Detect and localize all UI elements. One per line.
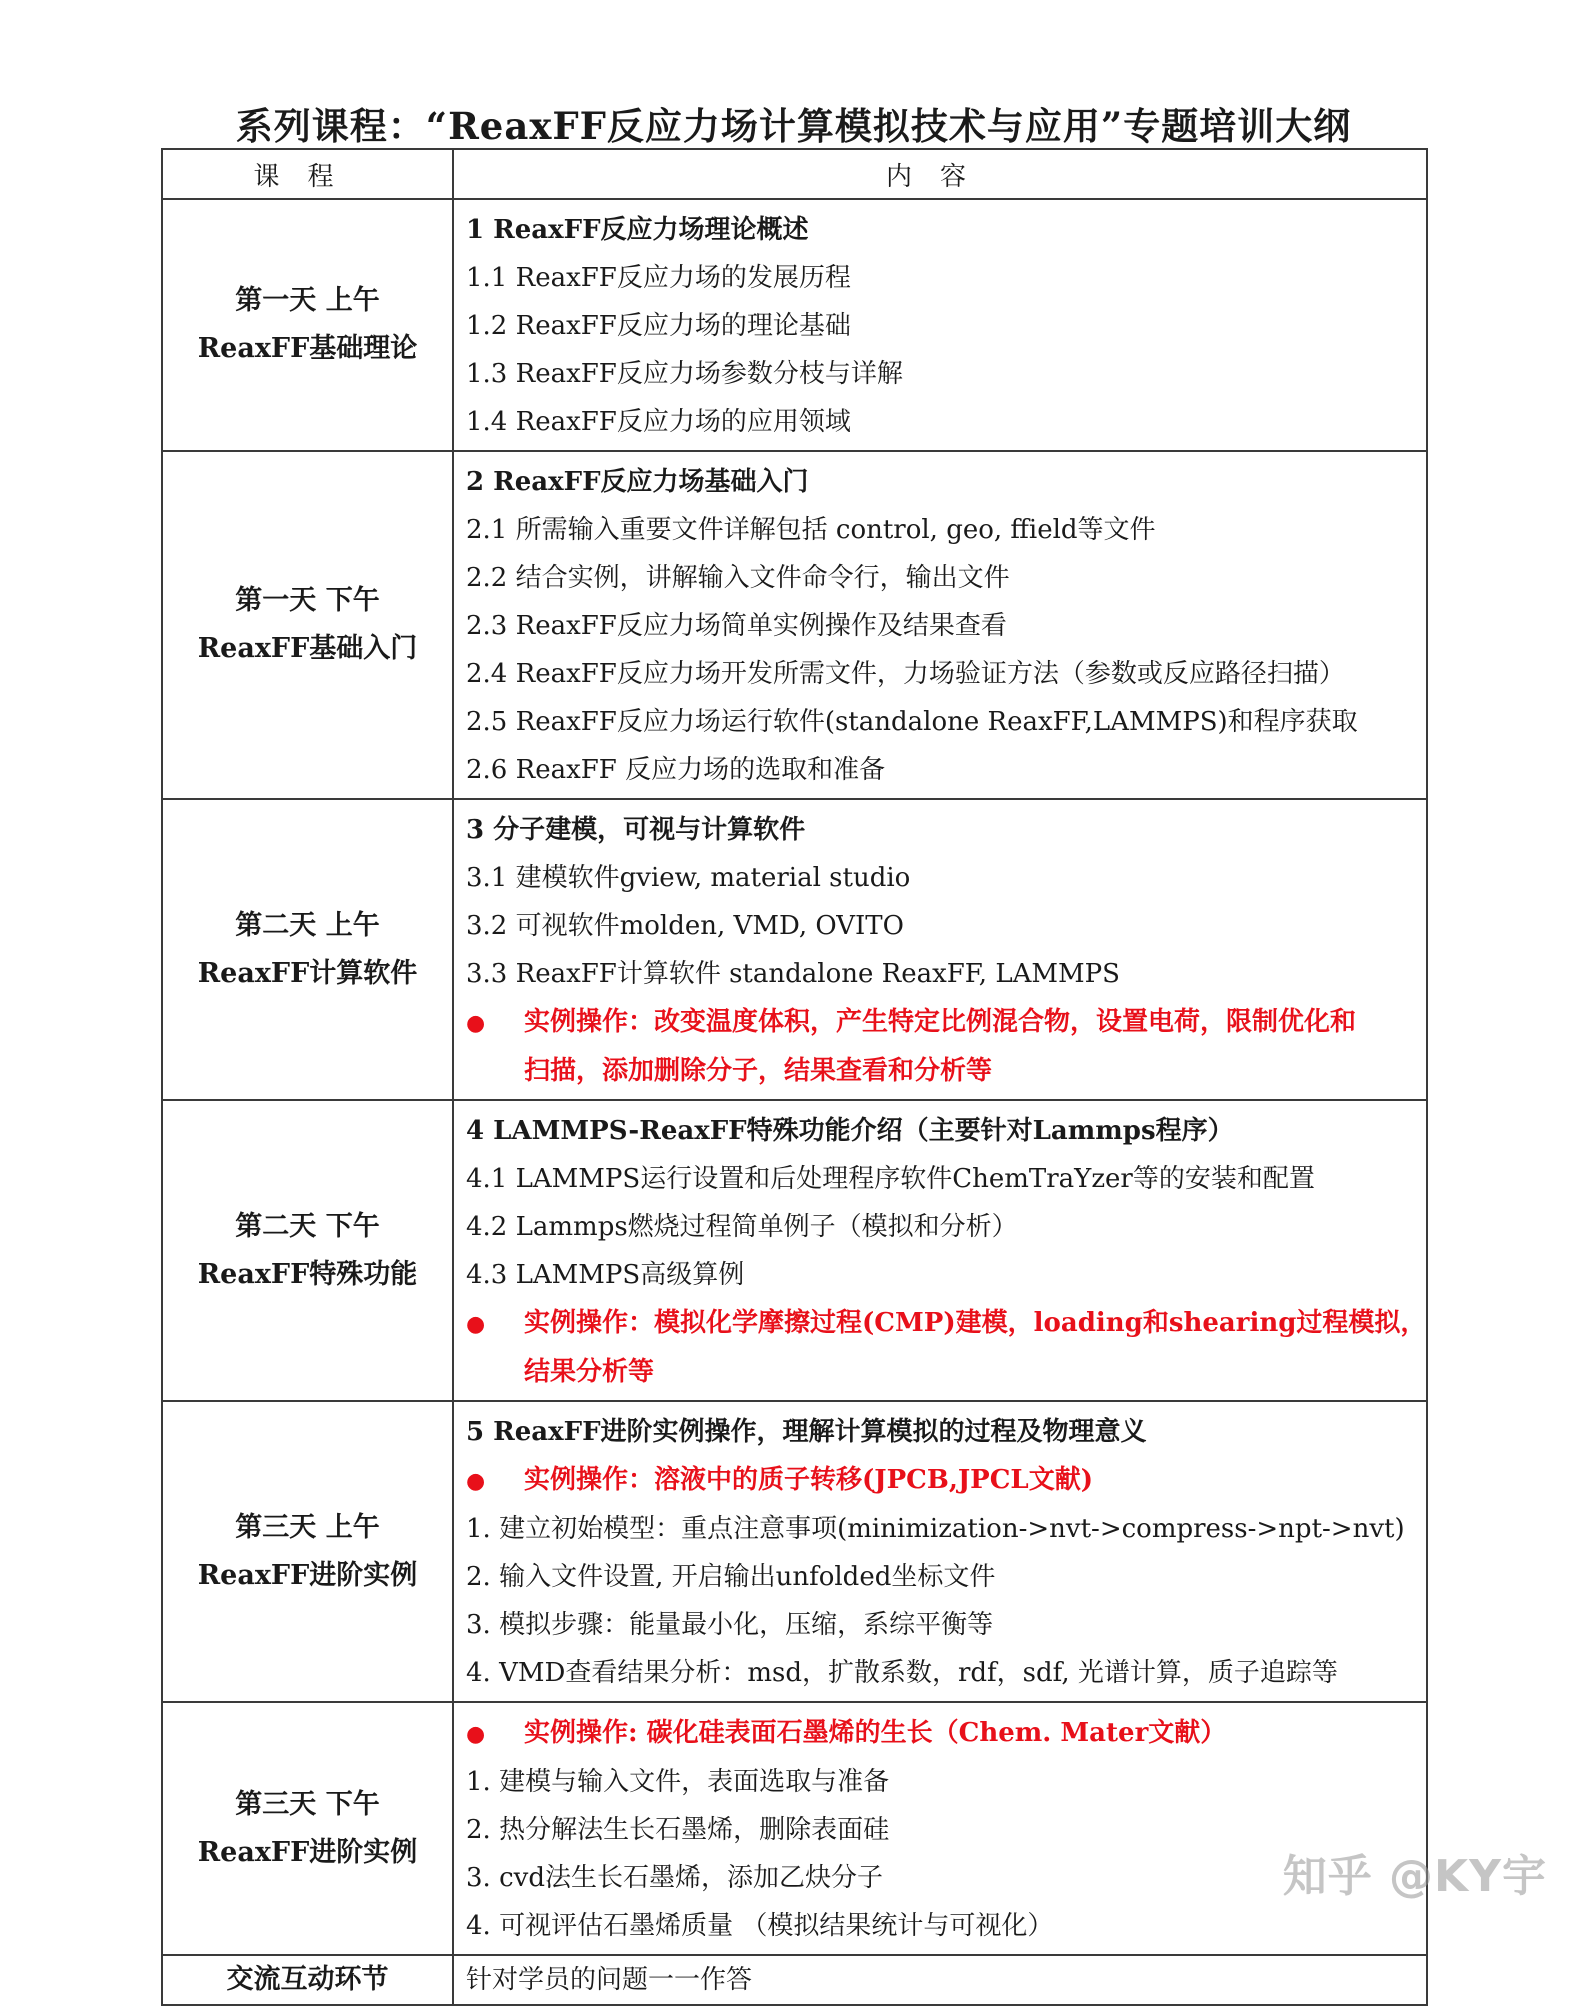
section-heading [466,458,1426,506]
content-line [466,350,1426,398]
course-topic: ReaxFF计算软件 [197,957,418,989]
header-course: 课程 [162,149,453,199]
line-text: 1. 建立初始模型：重点注意事项(minimization->nvt->compress->npt->nvt) [466,1514,1405,1544]
line-text: 2.1 所需输入重要文件详解包括 control, geo, ffield等文件 [466,515,1156,545]
content-line [466,698,1426,746]
example-operation-line [466,1709,1426,1758]
line-text: 实例操作: 碳化硅表面石墨烯的生长（Chem. Mater文献） [524,1718,1227,1748]
section-heading [466,806,1426,854]
table-row [162,1955,1427,2005]
line-text: 2.5 ReaxFF反应力场运行软件(standalone ReaxFF,LAMMPS)和程序获取 [466,707,1358,737]
content-line [466,1601,1426,1649]
section-heading [466,206,1426,254]
page-title: 系列课程：“ReaxFF反应力场计算模拟技术与应用”专题培训大纲 [235,104,1352,148]
content-line [466,1758,1426,1806]
content-line [466,902,1426,950]
line-text: 2.4 ReaxFF反应力场开发所需文件，力场验证方法（参数或反应路径扫描） [466,659,1345,689]
table-row [162,1100,1427,1401]
line-text: 1.3 ReaxFF反应力场参数分枝与详解 [466,359,903,389]
content-line [466,1553,1426,1601]
course-session: 第一天 下午 [235,585,380,616]
content-cell [453,1702,1427,1955]
content-cell [453,451,1427,799]
course-cell [162,1100,453,1401]
line-text: 2.2 结合实例，讲解输入文件命令行，输出文件 [466,563,1010,593]
section-heading [466,1107,1426,1155]
content-line [466,506,1426,554]
course-cell [162,1955,453,2005]
content-cell [453,1100,1427,1401]
line-text: 结果分析等 [524,1357,655,1387]
course-session: 第二天 上午 [235,909,380,941]
table-header-row [162,149,1427,199]
line-text: 实例操作：改变温度体积，产生特定比例混合物，设置电荷，限制优化和 [524,1007,1357,1037]
table-body [162,199,1427,2005]
content-cell [453,799,1427,1100]
content-line [466,746,1426,794]
example-operation-line [466,1348,1426,1396]
content-cell [453,1955,1427,2005]
line-text: 2. 热分解法生长石墨烯，删除表面硅 [466,1815,890,1845]
line-text: 4.1 LAMMPS运行设置和后处理程序软件ChemTraYzer等的安装和配置 [466,1164,1315,1194]
content-cell [453,199,1427,451]
content-line [466,302,1426,350]
content-line [466,554,1426,602]
line-text: 3. cvd法生长石墨烯，添加乙炔分子 [466,1863,883,1893]
table-row [162,1702,1427,1955]
line-text: 1.1 ReaxFF反应力场的发展历程 [466,263,851,293]
line-text: 2 ReaxFF反应力场基础入门 [466,467,809,497]
bullet-icon: ● [466,1468,486,1494]
line-text: 3.3 ReaxFF计算软件 standalone ReaxFF, LAMMPS [466,959,1120,989]
line-text: 3.1 建模软件gview, material studio [466,863,911,893]
course-session: 第三天 上午 [235,1511,380,1543]
bullet-icon: ● [466,1010,486,1036]
header-content: 内容 [453,149,1427,199]
section-heading [466,1408,1426,1456]
bullet-icon: ● [466,1721,486,1747]
course-cell [162,451,453,799]
example-operation-line [466,1047,1426,1095]
content-line [466,1902,1426,1950]
content-cell [453,1401,1427,1702]
course-session: 第一天 上午 [235,285,380,316]
course-topic: ReaxFF基础理论 [197,333,418,364]
content-line [466,950,1426,998]
course-topic: ReaxFF基础入门 [197,633,418,664]
content-line [466,1505,1426,1553]
bullet-icon: ● [466,1311,486,1337]
content-line [466,854,1426,902]
line-text: 实例操作：溶液中的质子转移(JPCB,JPCL文献) [524,1465,1094,1495]
course-cell [162,1702,453,1955]
course-topic: ReaxFF特殊功能 [197,1258,418,1290]
content-line [466,254,1426,302]
line-text: 4.2 Lammps燃烧过程简单例子（模拟和分析） [466,1212,1018,1242]
course-topic: ReaxFF进阶实例 [197,1559,418,1591]
content-line [466,1649,1426,1697]
line-text: 1.4 ReaxFF反应力场的应用领域 [466,407,851,437]
line-text: 1. 建模与输入文件，表面选取与准备 [466,1767,890,1797]
course-cell [162,199,453,451]
line-text: 4.3 LAMMPS高级算例 [466,1260,745,1290]
line-text: 1.2 ReaxFF反应力场的理论基础 [466,311,851,341]
line-text: 3.2 可视软件molden, VMD, OVITO [466,911,904,941]
content-line [466,1956,1426,2004]
table-row [162,199,1427,451]
course-session: 交流互动环节 [226,1964,389,1995]
watermark-text: 知乎 @KY宇 [1282,1851,1547,1902]
content-line [466,1155,1426,1203]
table-row [162,451,1427,799]
line-text: 4. VMD查看结果分析：msd，扩散系数，rdf，sdf, 光谱计算，质子追踪等 [466,1658,1338,1688]
course-topic: ReaxFF进阶实例 [197,1836,418,1868]
line-text: 2. 输入文件设置, 开启输出unfolded坐标文件 [466,1562,996,1592]
line-text: 4 LAMMPS-ReaxFF特殊功能介绍（主要针对Lammps程序） [466,1116,1234,1146]
course-outline-table [161,148,1428,2006]
table-row [162,1401,1427,1702]
content-line [466,650,1426,698]
line-text: 3. 模拟步骤：能量最小化，压缩，系综平衡等 [466,1610,994,1640]
example-operation-line [466,1299,1426,1348]
content-line [466,1203,1426,1251]
line-text: 3 分子建模，可视与计算软件 [466,815,806,845]
course-session: 第二天 下午 [235,1210,380,1242]
line-text: 1 ReaxFF反应力场理论概述 [466,215,809,245]
content-line [466,1251,1426,1299]
example-operation-line [466,998,1426,1047]
line-text: 4. 可视评估石墨烯质量 （模拟结果统计与可视化） [466,1911,1054,1941]
line-text: 扫描，添加删除分子，结果查看和分析等 [524,1056,993,1086]
course-cell [162,1401,453,1702]
line-text: 2.6 ReaxFF 反应力场的选取和准备 [466,755,886,785]
course-session: 第三天 下午 [235,1788,380,1820]
line-text: 5 ReaxFF进阶实例操作，理解计算模拟的过程及物理意义 [466,1417,1147,1447]
content-line [466,602,1426,650]
line-text: 实例操作：模拟化学摩擦过程(CMP)建模，loading和shearing过程模拟， [524,1308,1426,1338]
table-row [162,799,1427,1100]
line-text: 2.3 ReaxFF反应力场简单实例操作及结果查看 [466,611,1007,641]
course-cell [162,799,453,1100]
line-text: 针对学员的问题一一作答 [466,1965,753,1995]
example-operation-line [466,1456,1426,1505]
content-line [466,398,1426,446]
